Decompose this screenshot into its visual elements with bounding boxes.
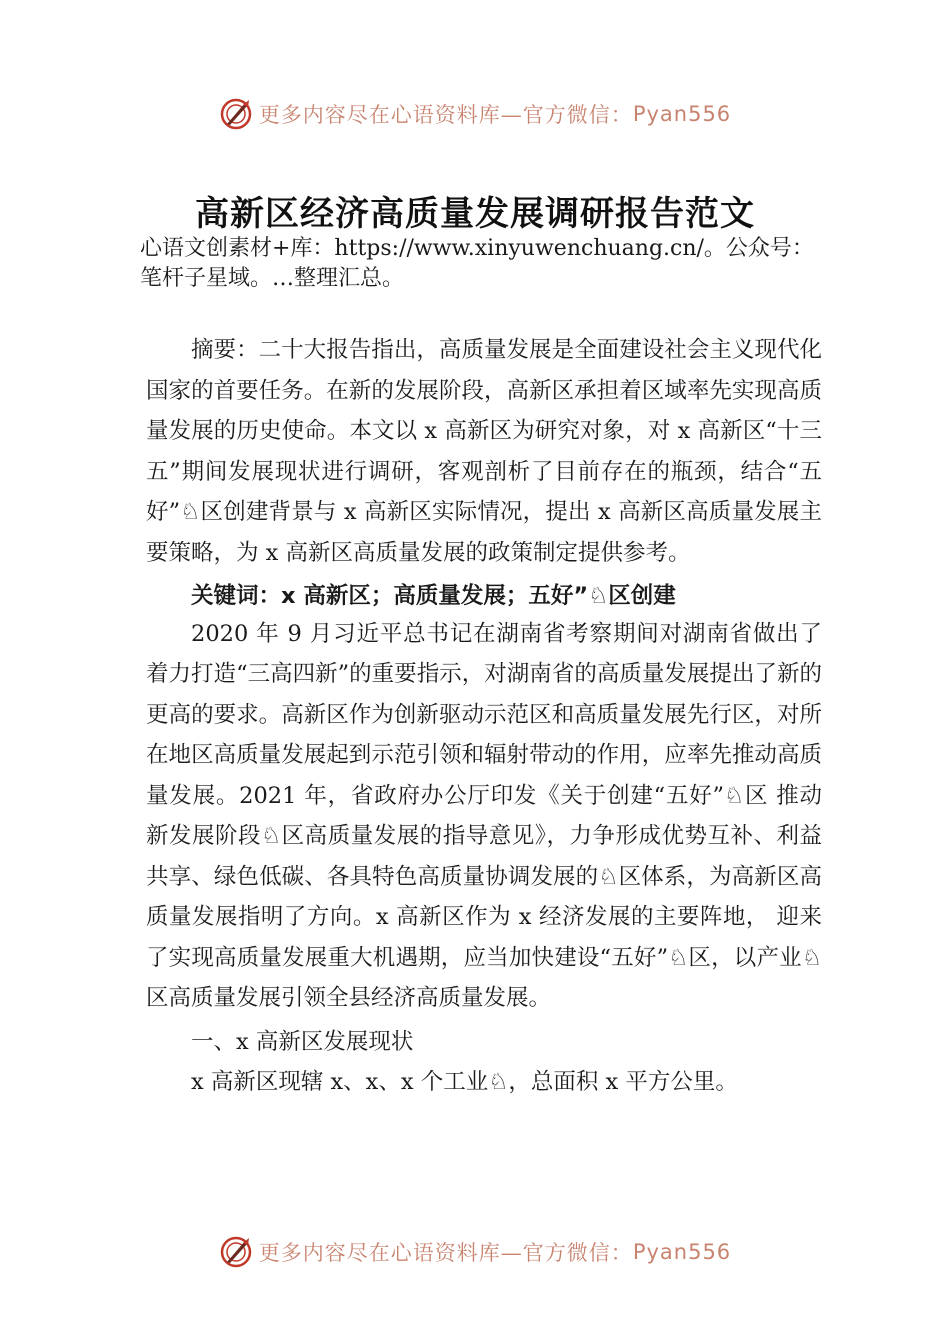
header-watermark-banner (0, 94, 950, 134)
banner-text: 更多内容尽在心语资料库—官方微信： (258, 103, 633, 127)
source-line: 心语文创素材+库：https://www.xinyuwenchuang.cn/。公众号：笔杆子星域。…整理汇总。 (140, 236, 814, 291)
body-paragraph: 2020 年 9 月习近平总书记在湖南省考察期间对湖南省做出了着力打造“三高四新”的重要指示，对湖南省的高质量发展提出了新的更高的要求。高新区作为创新驱动示范区和高质量发展先行区，对所在地区高质量发展起到示范引领和辐射带动的作用，应率先推动高质量发展。2021 年，省政府办公厅印发《关于创建“五好”♘区 推动新发展阶段♘区高质量发展的指导意见》，力争形成优势互补、利益共享、绿色低碳、各具特色高质量协调发展的♘区体系，为高新区高质量发展指明了方向。x 高新区作为 x 经济发展的主要阵地， 迎来了实现高质量发展重大机遇期，应当加快建设“五好”♘区，以产业♘区高质量发展引领全县经济高质量发展。 (146, 620, 822, 1011)
quill-seal-icon (219, 97, 253, 131)
body-paragraph: x 高新区现辖 x、x、x 个工业♘，总面积 x 平方公里。 (191, 1069, 738, 1095)
keywords-line: 关键词：x 高新区；高质量发展；五好”♘区创建 (191, 583, 676, 609)
banner-text: 更多内容尽在心语资料库—官方微信： (258, 1241, 633, 1265)
document-title: 高新区经济高质量发展调研报告范文 (195, 194, 755, 234)
quill-seal-icon (219, 1235, 253, 1269)
footer-watermark-banner (0, 1232, 950, 1272)
banner-wechat-id: Pyan556 (632, 1240, 732, 1264)
banner-wechat-id: Pyan556 (632, 102, 732, 126)
document-body (146, 330, 822, 1103)
abstract-paragraph: 摘要：二十大报告指出，高质量发展是全面建设社会主义现代化国家的首要任务。在新的发展阶段，高新区承担着区域率先实现高质量发展的历史使命。本文以 x 高新区为研究对象，对 x 高新区“十三五”期间发展现状进行调研，客观剖析了目前存在的瓶颈，结合“五好”♘区创建背景与 x 高新区实际情况，提出 x 高新区高质量发展主要策略，为 x 高新区高质量发展的政策制定提供参考。 (146, 337, 822, 566)
section-heading: 一、x 高新区发展现状 (191, 1028, 414, 1055)
